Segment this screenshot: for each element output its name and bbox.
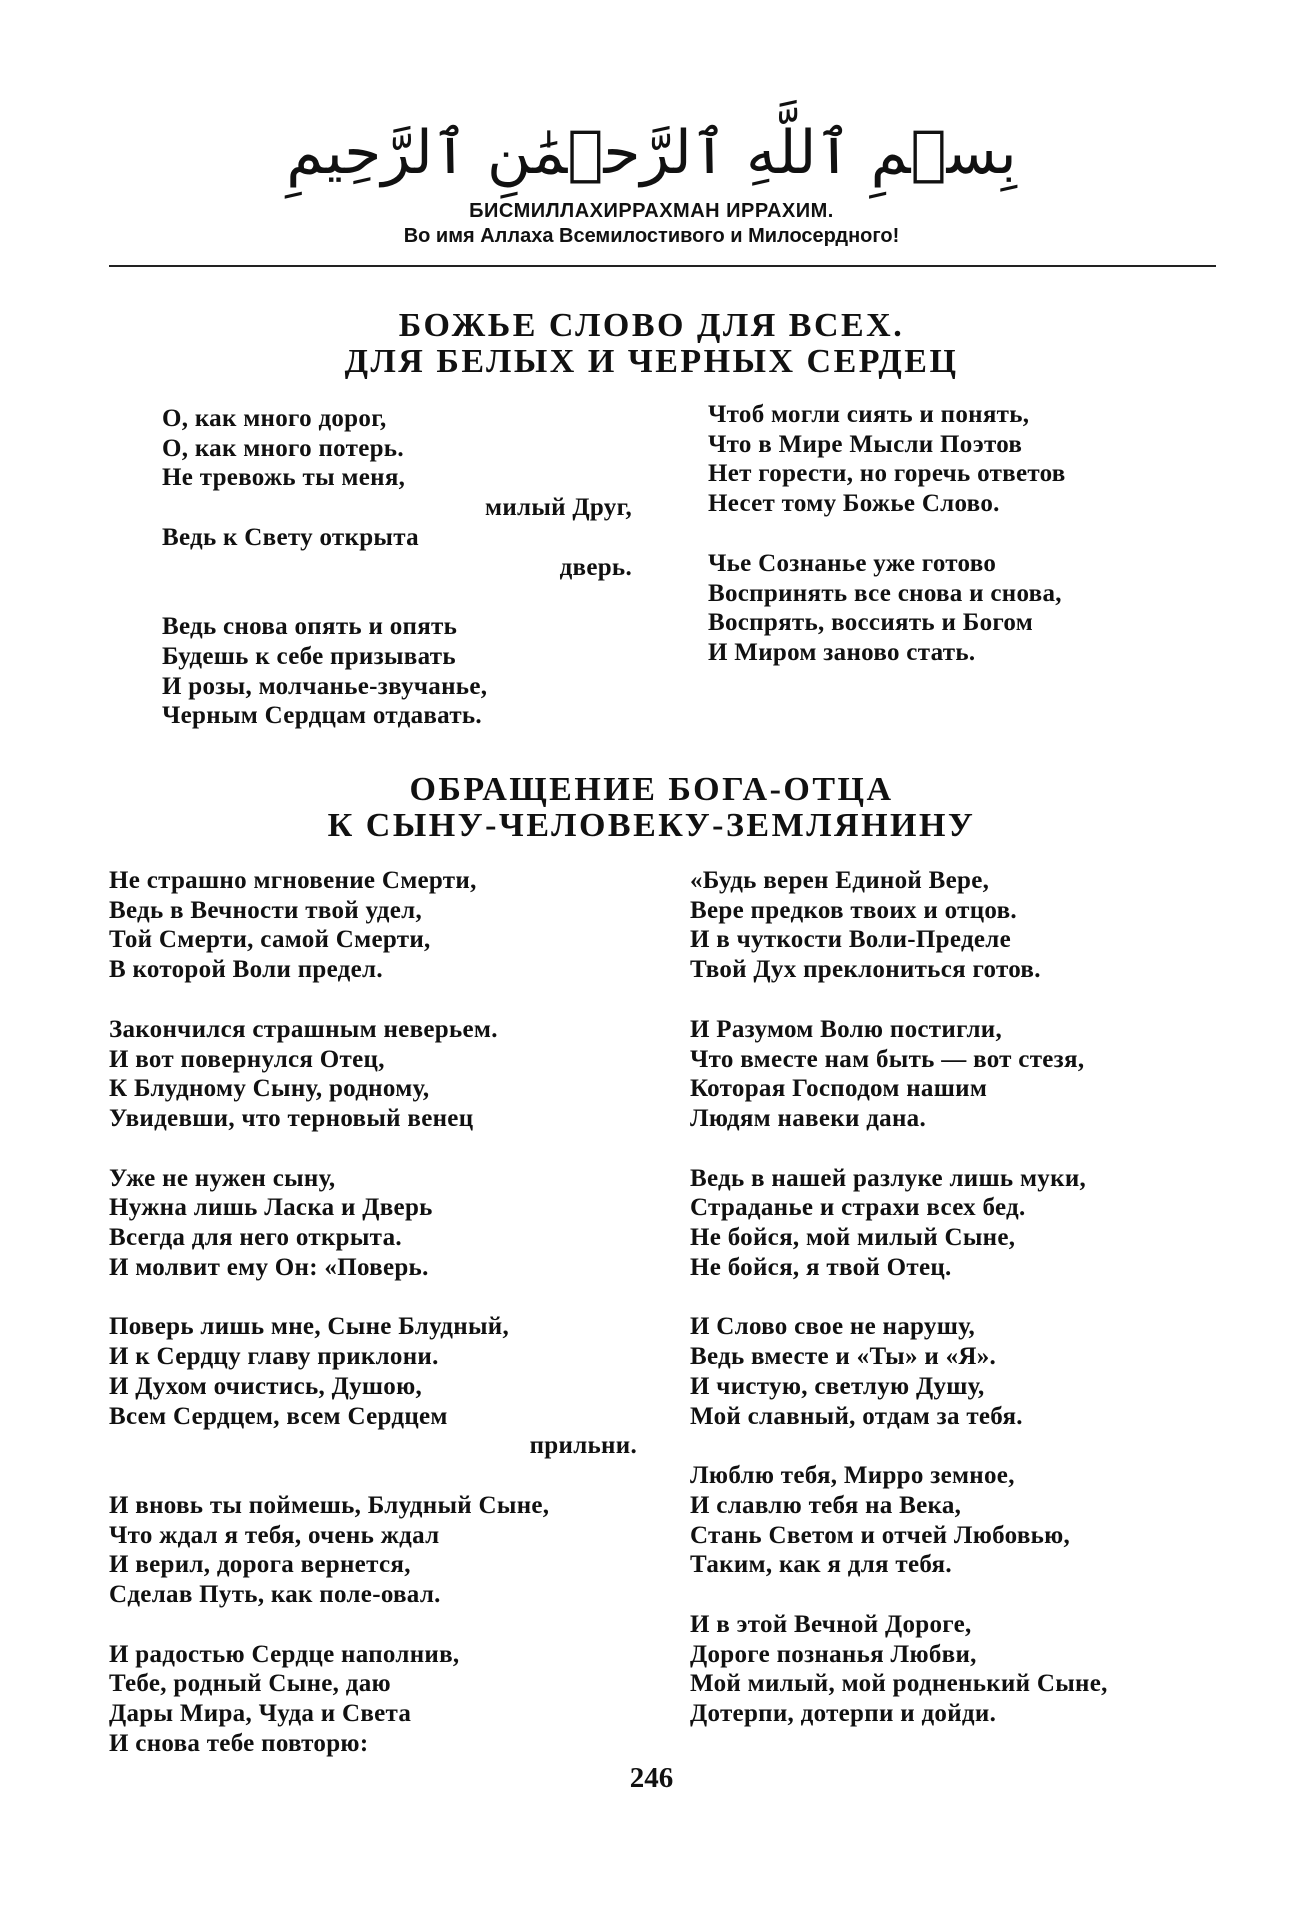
poem-line: И славлю тебя на Века,: [690, 1491, 962, 1519]
poem-line: Дары Мира, Чуда и Света: [109, 1700, 412, 1728]
poem-line: И в этой Вечной Дороге,: [690, 1611, 972, 1639]
poem1-title-line: БОЖЬЕ СЛОВО ДЛЯ ВСЕХ.: [398, 307, 905, 344]
stanza: [708, 400, 1228, 519]
poem1-right-column: [708, 400, 1228, 698]
poem-line: Ведь к Свету открыта: [162, 523, 419, 551]
poem-line: И к Сердцу главу приклони.: [109, 1343, 439, 1371]
poem-line: И вновь ты поймешь, Блудный Сыне,: [109, 1491, 550, 1519]
poem-line: Закончился страшным неверьем.: [109, 1015, 498, 1043]
poem-line: О, как много потерь.: [162, 434, 404, 462]
stanza: [690, 1610, 1210, 1729]
poem2-title-line: К СЫНУ-ЧЕЛОВЕКУ-ЗЕМЛЯНИНУ: [327, 807, 976, 844]
poem-line: Воспринять все снова и снова,: [708, 579, 1062, 607]
poem-line: Не страшно мгновение Смерти,: [109, 867, 477, 894]
poem-line: Увидевши, что терновый венец: [109, 1104, 474, 1132]
poem-line: дверь.: [559, 553, 632, 581]
poem-line: Ведь вместе и «Ты» и «Я».: [690, 1343, 997, 1371]
poem-line: Несет тому Божье Слово.: [708, 490, 1000, 518]
poem1-left-column: [162, 404, 642, 761]
poem1-title-line: ДЛЯ БЕЛЫХ И ЧЕРНЫХ СЕРДЕЦ: [344, 343, 959, 380]
poem2-title: [0, 772, 1303, 844]
stanza: [109, 1312, 649, 1461]
poem-line: Всем Сердцем, всем Сердцем: [109, 1402, 448, 1430]
poem-line: Что ждал я тебя, очень ждал: [109, 1521, 440, 1549]
poem-line: Ведь в Вечности твой удел,: [109, 896, 422, 924]
poem-line: О, как много дорог,: [162, 405, 387, 432]
poem-line: Мой славный, отдам за тебя.: [690, 1402, 1023, 1430]
poem-line: Что в Мире Мысли Поэтов: [708, 430, 1023, 458]
stanza: [690, 1164, 1210, 1283]
poem-line: И снова тебе повторю:: [109, 1729, 369, 1757]
poem-line: Вере предков твоих и отцов.: [690, 896, 1017, 924]
poem2-right-column: [690, 866, 1210, 1759]
poem-line: Уже не нужен сыну,: [109, 1164, 336, 1192]
poem-line: Мой милый, мой родненький Сыне,: [690, 1670, 1108, 1698]
poem-line: Которая Господом нашим: [690, 1075, 988, 1103]
poem-line: И Духом очистись, Душою,: [109, 1372, 423, 1400]
poem-line: Твой Дух преклониться готов.: [690, 956, 1041, 984]
stanza: [690, 1312, 1210, 1431]
poem-line: Всегда для него открыта.: [109, 1224, 402, 1252]
poem1-title: [0, 308, 1303, 380]
basmala-calligraphy: بِسۡمِ ٱللَّهِ ٱلرَّحۡمَٰنِ ٱلرَّحِيمِ: [286, 118, 1017, 188]
stanza: [162, 612, 642, 731]
stanza: [690, 866, 1210, 985]
stanza: [690, 1461, 1210, 1580]
poem-line: Дороге познанья Любви,: [690, 1640, 977, 1668]
poem-line: И вот повернулся Отец,: [109, 1045, 385, 1073]
stanza: [109, 1015, 649, 1134]
poem-line: Что вместе нам быть — вот стезя,: [690, 1045, 1085, 1073]
poem-line: И в чуткости Воли-Пределе: [690, 926, 1012, 954]
poem-line: И Разумом Волю постигли,: [690, 1015, 1003, 1043]
poem-line: И молвит ему Он: «Поверь.: [109, 1253, 429, 1281]
poem-line: Будешь к себе призывать: [162, 642, 456, 670]
poem-line: «Будь верен Единой Вере,: [690, 867, 990, 894]
poem-line: И радостью Сердце наполнив,: [109, 1640, 460, 1668]
poem-line: Сделав Путь, как поле-овал.: [109, 1581, 441, 1609]
stanza: [708, 549, 1228, 668]
poem-line: Дотерпи, дотерпи и дойди.: [690, 1700, 997, 1728]
basmala-transliteration: БИСМИЛЛАХИРРАХМАН ИРРАХИМ.: [469, 200, 834, 222]
poem-line: Той Смерти, самой Смерти,: [109, 926, 431, 954]
poem-line: В которой Воли предел.: [109, 956, 383, 984]
poem-line: Черным Сердцам отдавать.: [162, 702, 482, 730]
poem-line: К Блудному Сыну, родному,: [109, 1075, 430, 1103]
stanza: [690, 1015, 1210, 1134]
stanza: [109, 866, 649, 985]
poem-line: Воспрять, воссиять и Богом: [708, 609, 1034, 637]
basmala-translation: Во имя Аллаха Всемилостивого и Милосердного!: [403, 225, 900, 247]
poem-line: Нужна лишь Ласка и Дверь: [109, 1194, 433, 1222]
poem-line: прильни.: [529, 1432, 637, 1460]
stanza: [109, 1164, 649, 1283]
page-number: 246: [629, 1762, 674, 1794]
poem-line: Чье Сознанье уже готово: [708, 549, 997, 577]
stanza: [109, 1640, 649, 1759]
stanza: [109, 1491, 649, 1610]
poem-line: Ведь в нашей разлуке лишь муки,: [690, 1164, 1087, 1192]
poem-line: И чистую, светлую Душу,: [690, 1372, 985, 1400]
poem-line: Стань Светом и отчей Любовью,: [690, 1521, 1071, 1549]
poem-line: Не бойся, я твой Отец.: [690, 1253, 952, 1281]
poem-line: Таким, как я для тебя.: [690, 1551, 952, 1579]
header-divider: [109, 265, 1216, 267]
poem-line: И Миром заново стать.: [708, 638, 976, 666]
poem-line: Ведь снова опять и опять: [162, 613, 458, 641]
poem-line: И Слово свое не нарушу,: [690, 1313, 975, 1341]
stanza: [162, 404, 642, 582]
poem2-title-line: ОБРАЩЕНИЕ БОГА-ОТЦА: [409, 771, 894, 808]
poem-line: Не бойся, мой милый Сыне,: [690, 1224, 1016, 1252]
poem-line: милый Друг,: [485, 494, 632, 522]
poem-line: Чтоб могли сиять и понять,: [708, 401, 1030, 428]
poem-line: И розы, молчанье-звучанье,: [162, 672, 488, 700]
poem2-left-column: [109, 866, 649, 1789]
poem-line: Не тревожь ты меня,: [162, 464, 406, 492]
poem-line: И верил, дорога вернется,: [109, 1551, 411, 1579]
poem-line: Людям навеки дана.: [690, 1104, 927, 1132]
poem-line: Поверь лишь мне, Сыне Блудный,: [109, 1313, 510, 1341]
poem-line: Тебе, родный Сыне, даю: [109, 1670, 391, 1698]
poem-line: Страданье и страхи всех бед.: [690, 1194, 1026, 1222]
poem-line: Нет горести, но горечь ответов: [708, 460, 1066, 488]
poem-line: Люблю тебя, Мирро земное,: [690, 1462, 1015, 1490]
